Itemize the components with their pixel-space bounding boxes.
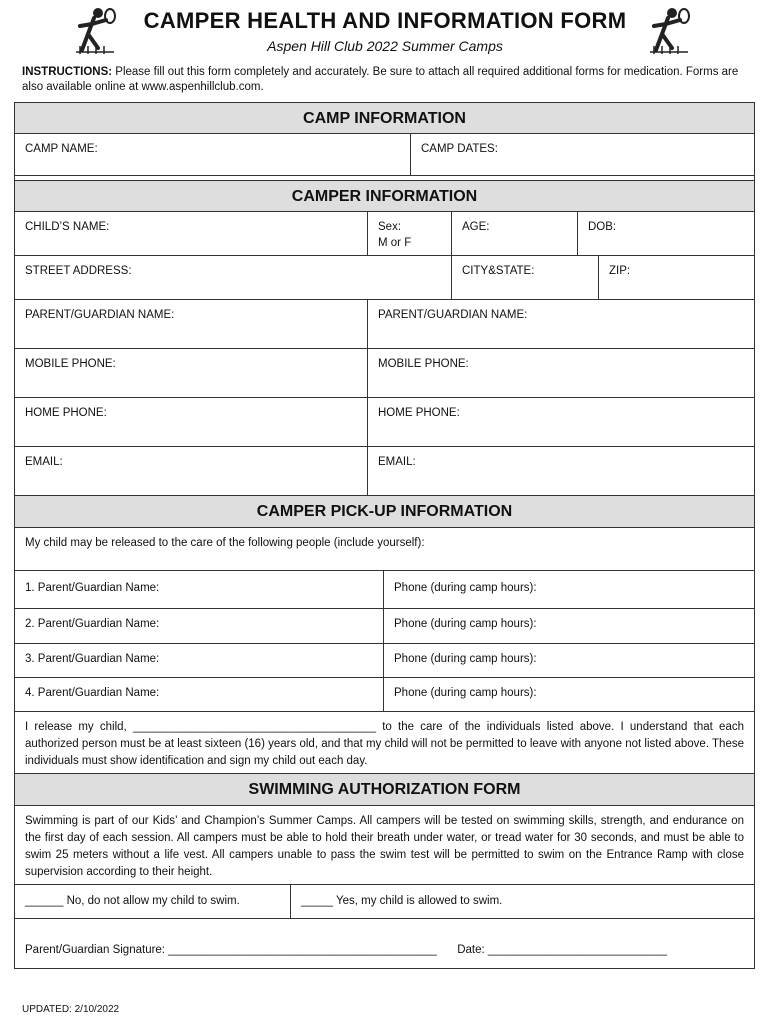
swim-no-option[interactable]: ______ No, do not allow my child to swim. bbox=[15, 885, 291, 918]
pickup-name-field[interactable]: 4. Parent/Guardian Name: bbox=[15, 678, 384, 711]
form-header bbox=[0, 0, 770, 64]
form-title: CAMPER HEALTH AND INFORMATION FORM bbox=[143, 8, 627, 33]
pickup-phone-field[interactable]: Phone (during camp hours): bbox=[394, 653, 537, 665]
swim-yes-option[interactable]: _____ Yes, my child is allowed to swim. bbox=[301, 895, 503, 907]
tennis-player-logo-icon bbox=[646, 6, 692, 56]
signature-row bbox=[14, 919, 755, 969]
home-phone-field-2[interactable]: HOME PHONE: bbox=[378, 407, 460, 419]
release-statement: I release my child, ______________________________________ to the care of the individuals listed above. I understand that each authorized person must be at least sixteen (16) years old, and that my child will not be permitted to leave with anyone not listed above. These individuals must show identification and sign my child out each day. bbox=[14, 712, 755, 774]
pickup-intro-row bbox=[14, 528, 755, 571]
pickup-heading: CAMPER PICK-UP INFORMATION bbox=[14, 496, 755, 528]
updated-date: UPDATED: 2/10/2022 bbox=[22, 1004, 120, 1015]
pickup-row bbox=[14, 644, 755, 678]
email-field-1[interactable]: EMAIL: bbox=[15, 447, 368, 495]
form-body bbox=[14, 102, 755, 969]
date-field[interactable]: Date: ____________________________ bbox=[457, 944, 667, 956]
camper-info-heading: CAMPER INFORMATION bbox=[14, 180, 755, 212]
pickup-name-field[interactable]: 2. Parent/Guardian Name: bbox=[15, 609, 384, 643]
pickup-row bbox=[14, 609, 755, 644]
street-address-field[interactable]: STREET ADDRESS: bbox=[15, 256, 452, 299]
camp-row bbox=[14, 134, 755, 176]
child-row bbox=[14, 212, 755, 256]
pickup-name-field[interactable]: 3. Parent/Guardian Name: bbox=[15, 644, 384, 677]
swimming-text: Swimming is part of our Kids’ and Champion’s Summer Camps. All campers will be tested on swimming skills, strength, and endurance on the first day of each session. All campers must be able to hold their breath under water, or tread water for 30 seconds, and must be able to swim 25 meters without a life vest. All campers unable to pass the swim test will be permitted to swim on the Entrance Ramp with close supervision according to their height. bbox=[14, 806, 755, 885]
pickup-phone-field[interactable]: Phone (during camp hours): bbox=[394, 582, 537, 594]
mobile-phone-field-1[interactable]: MOBILE PHONE: bbox=[15, 349, 368, 397]
age-field[interactable]: AGE: bbox=[452, 212, 578, 255]
camp-name-field[interactable]: CAMP NAME: bbox=[15, 134, 411, 175]
childs-name-field[interactable]: CHILD’S NAME: bbox=[15, 212, 368, 255]
sex-options: M or F bbox=[378, 237, 412, 249]
email-row bbox=[14, 447, 755, 496]
mobile-phone-field-2[interactable]: MOBILE PHONE: bbox=[378, 358, 469, 370]
pickup-row bbox=[14, 678, 755, 712]
email-field-2[interactable]: EMAIL: bbox=[378, 456, 416, 468]
home-phone-field-1[interactable]: HOME PHONE: bbox=[15, 398, 368, 446]
instructions-text: Please fill out this form completely and accurately. Be sure to attach all required additional forms for medication. Forms are also available online at www.aspenhillclub.com. bbox=[22, 66, 739, 93]
city-state-field[interactable]: CITY&STATE: bbox=[452, 256, 599, 299]
sex-label: Sex: bbox=[378, 221, 402, 233]
parent-name-row bbox=[14, 300, 755, 349]
camp-info-heading: CAMP INFORMATION bbox=[14, 102, 755, 134]
address-row bbox=[14, 256, 755, 300]
parent-name-field-1[interactable]: PARENT/GUARDIAN NAME: bbox=[15, 300, 368, 348]
form-subtitle: Aspen Hill Club 2022 Summer Camps bbox=[267, 38, 503, 54]
pickup-phone-field[interactable]: Phone (during camp hours): bbox=[394, 618, 537, 630]
pickup-intro: My child may be released to the care of the following people (include yourself): bbox=[25, 537, 425, 549]
signature-line[interactable] bbox=[15, 919, 754, 968]
swimming-heading: SWIMMING AUTHORIZATION FORM bbox=[14, 774, 755, 806]
dob-field[interactable]: DOB: bbox=[588, 221, 617, 233]
pickup-name-field[interactable]: 1. Parent/Guardian Name: bbox=[15, 571, 384, 608]
signature-field[interactable]: Parent/Guardian Signature: __________________________________________ bbox=[25, 944, 437, 956]
mobile-phone-row bbox=[14, 349, 755, 398]
instructions bbox=[22, 65, 752, 95]
swim-options-row bbox=[14, 885, 755, 919]
sex-field[interactable] bbox=[368, 212, 452, 255]
camp-dates-field[interactable]: CAMP DATES: bbox=[421, 143, 498, 155]
home-phone-row bbox=[14, 398, 755, 447]
pickup-row bbox=[14, 571, 755, 609]
zip-field[interactable]: ZIP: bbox=[609, 265, 631, 277]
parent-name-field-2[interactable]: PARENT/GUARDIAN NAME: bbox=[378, 309, 528, 321]
instructions-label: INSTRUCTIONS: bbox=[22, 66, 113, 78]
pickup-phone-field[interactable]: Phone (during camp hours): bbox=[394, 687, 537, 699]
